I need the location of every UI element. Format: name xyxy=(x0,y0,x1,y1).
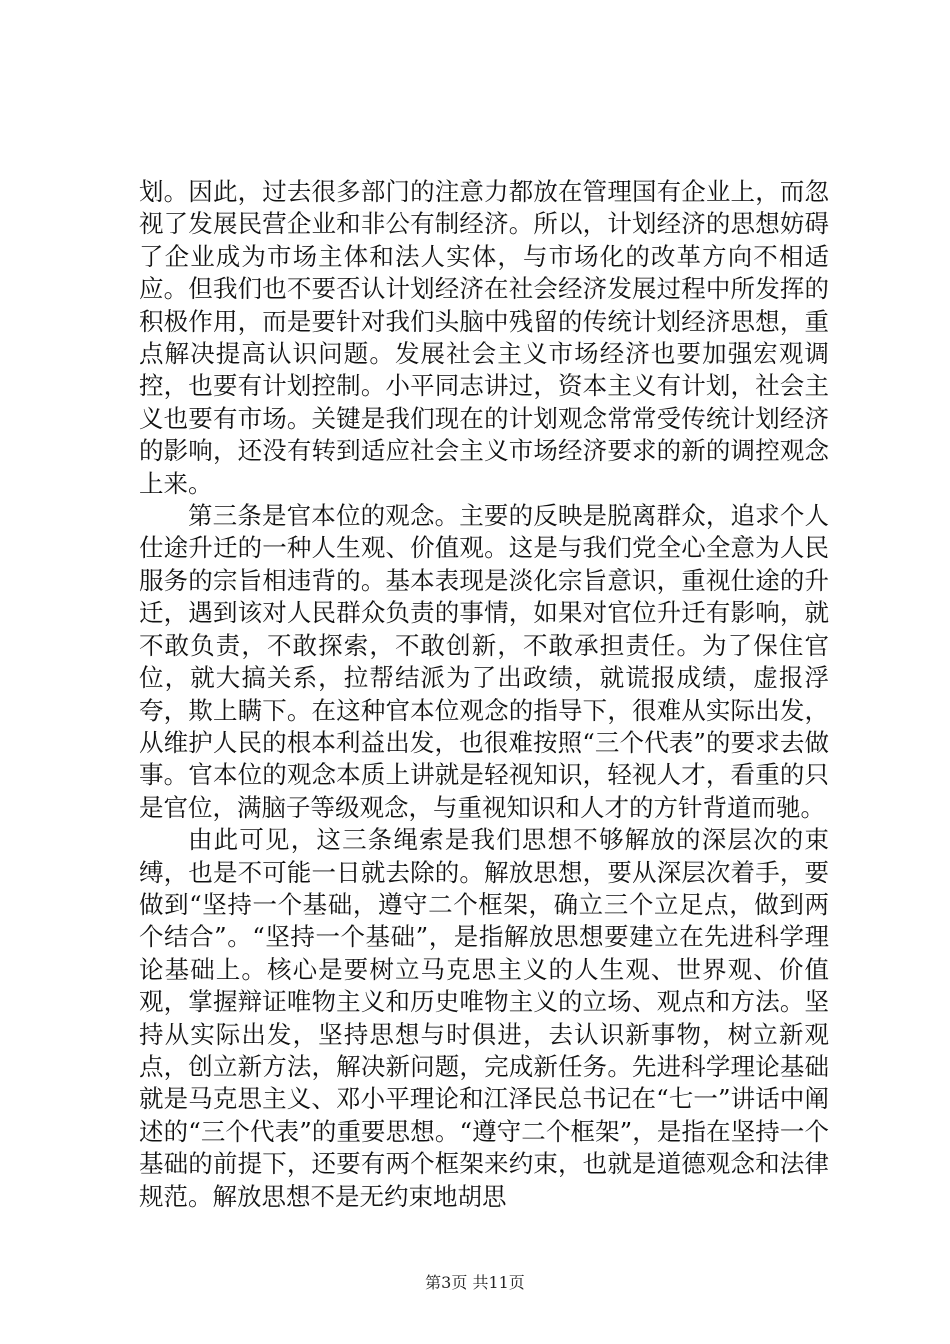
page-footer: 第3页 共11页 xyxy=(425,1273,525,1292)
paragraph-official-rank: 第三条是官本位的观念。主要的反映是脱离群众，追求个人仕途升迁的一种人生观、价值观。这是与我们党全心全意为人民服务的宗旨相违背的。基本表现是淡化宗旨意识，重视仕途的升迁，遇到该对人民群众负责的事情，如果对官位升迁有影响，就不敢负责，不敢探索，不敢创新，不敢承担责任。为了保住官位，就大搞关系，拉帮结派为了出政绩，就谎报成绩，虚报浮夸，欺上瞒下。在这种官本位观念的指导下，很难从实际出发，从维护人民的根本利益出发，也很难按照“三个代表”的要求去做事。官本位的观念本质上讲就是轻视知识，轻视人才，看重的只是官位，满脑子等级观念，与重视知识和人才的方针背道而驰。 xyxy=(139,501,829,822)
paragraph-conclusion: 由此可见，这三条绳索是我们思想不够解放的深层次的束缚，也是不可能一日就去除的。解放思想，要从深层次着手，要做到“坚持一个基础，遵守二个框架，确立三个立足点，做到两个结合”。“坚持一个基础”，是指解放思想要建立在先进科学理论基础上。核心是要树立马克思主义的人生观、世界观、价值观，掌握辩证唯物主义和历史唯物主义的立场、观点和方法。坚持从实际出发，坚持思想与时俱进，去认识新事物，树立新观点，创立新方法，解决新问题，完成新任务。先进科学理论基础就是马克思主义、邓小平理论和江泽民总书记在“七一”讲话中阐述的“三个代表”的重要思想。“遵守二个框架”，是指在坚持一个基础的前提下，还要有两个框架来约束，也就是道德观念和法律规范。解放思想不是无约束地胡思 xyxy=(139,825,829,1211)
paragraph-continuation: 划。因此，过去很多部门的注意力都放在管理国有企业上，而忽视了发展民营企业和非公有制经济。所以，计划经济的思想妨碍了企业成为市场主体和法人实体，与市场化的改革方向不相适应。但我们也不要否认计划经济在社会经济发展过程中所发挥的积极作用，而是要针对我们头脑中残留的传统计划经济思想，重点解决提高认识问题。发展社会主义市场经济也要加强宏观调控，也要有计划控制。小平同志讲过，资本主义有计划，社会主义也要有市场。关键是我们现在的计划观念常常受传统计划经济的影响，还没有转到适应社会主义市场经济要求的新的调控观念上来。 xyxy=(139,177,829,498)
document-body xyxy=(139,176,829,1213)
